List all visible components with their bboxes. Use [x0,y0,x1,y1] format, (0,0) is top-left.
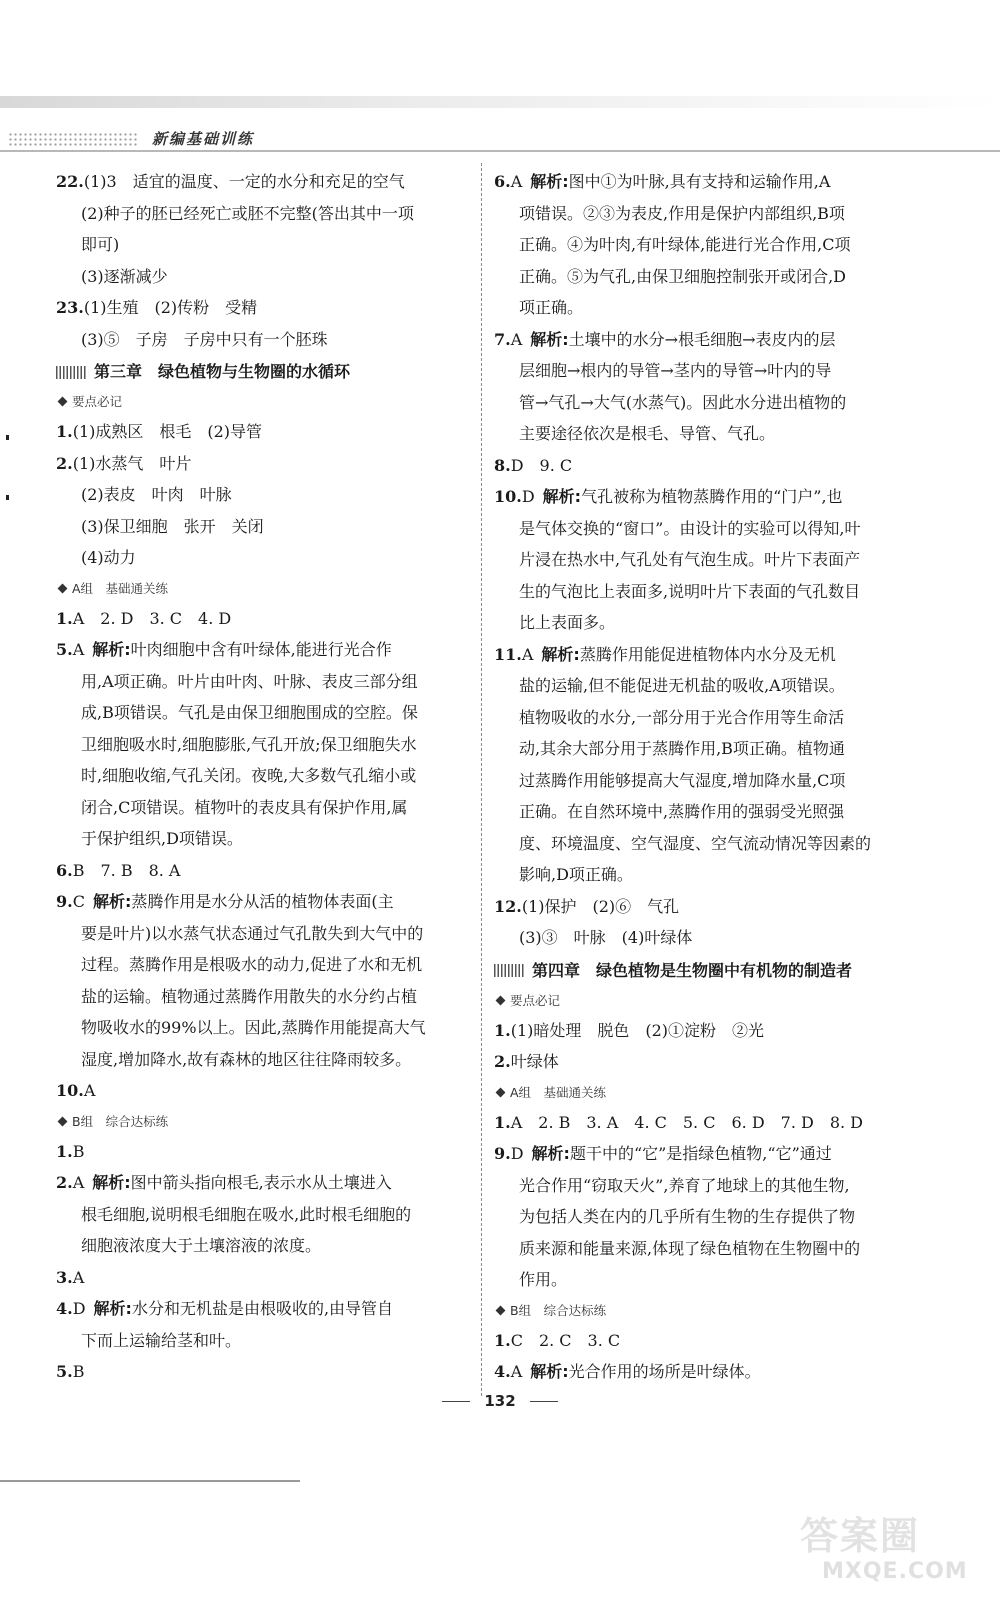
explanation-tag: 解析: [92,892,132,911]
question-number: 1. [494,1020,511,1040]
question-number: 1. [56,1141,73,1161]
line-text: 生的气泡比上表面多,说明叶片下表面的气孔数目 [519,581,861,601]
answer-text: A 2. B 3. A 4. C 5. C 6. D 7. D 8. D [510,1112,864,1132]
section-label [494,986,904,1015]
explanation-continuation [494,1264,904,1296]
answer-choice: D [72,1299,86,1318]
answer-continuation [56,229,460,261]
explanation-line [494,1138,904,1170]
explanation-continuation [56,949,460,981]
explanation-continuation [56,823,460,855]
explanation-tag: 解析: [530,172,569,191]
explanation-line [56,886,460,918]
line-text: 主要途径依次是根毛、导管、气孔。 [519,424,776,443]
answer-choice: A [521,644,534,664]
line-text: 盐的运输。植物通过蒸腾作用散失的水分约占植 [81,986,418,1006]
explanation-text: 图中①为叶脉,具有支持和运输作用,A [568,172,831,191]
diamond-bullet-icon [496,995,506,1005]
line-text: 时,细胞收缩,气孔关闭。夜晚,大多数气孔缩小或 [81,766,417,785]
chapter-heading [56,357,460,387]
answer-continuation [494,922,904,954]
line-text: (3)⑤ 子房 子房中只有一个胚珠 [81,329,328,349]
line-text: 盐的运输,但不能促进无机盐的吸收,A项错误。 [519,676,845,695]
answer-choice: A [72,640,85,659]
question-number: 4. [56,1299,73,1318]
diamond-bullet-icon [58,583,68,593]
line-text: 细胞液浓度大于土壤溶液的浓度。 [81,1236,322,1255]
question-number: 3. [56,1267,73,1287]
page-number: 132 [484,1392,516,1410]
answer-choice: A [510,329,523,349]
line-text: 过程。蒸腾作用是根吸水的动力,促进了水和无机 [81,955,423,974]
question-number: 2. [56,1173,73,1192]
explanation-tag: 解析: [92,1173,131,1192]
margin-mark [6,435,9,440]
explanation-line [494,481,904,513]
answer-choice: A [72,1173,85,1192]
line-text: 动,其余大部分用于蒸腾作用,B项正确。植物通 [519,739,845,758]
section-title: A组 基础通关练 [510,1084,607,1100]
explanation-continuation [494,229,904,261]
answer-choice: A [510,1362,523,1381]
question-number: 6. [56,860,73,880]
line-text: (3)逐渐减少 [81,266,168,286]
answer-line [56,1356,460,1388]
question-number: 2. [56,453,73,473]
answer-text: B 7. B 8. A [72,860,181,880]
line-text: 卫细胞吸水时,细胞膨胀,气孔开放;保卫细胞失水 [81,734,417,754]
answer-text: (1)保护 (2)⑥ 气孔 [521,896,680,916]
explanation-line [494,324,904,356]
question-number: 1. [56,422,73,441]
question-number: 1. [494,1330,511,1350]
section-title: B组 综合达标练 [510,1302,607,1318]
bottom-rule [0,1480,300,1482]
line-text: 于保护组织,D项错误。 [81,829,243,848]
column-divider [481,163,482,1396]
answer-line [56,603,460,635]
answer-continuation [56,324,460,356]
right-column [494,166,904,1388]
answer-line [494,1325,904,1357]
explanation-continuation [494,1170,904,1202]
diamond-bullet-icon [496,1305,506,1315]
explanation-line [56,634,460,666]
line-text: 管→气孔→大气(水蒸气)。因此水分进出植物的 [519,392,847,412]
explanation-continuation [494,261,904,293]
line-text: 片浸在热水中,气孔处有气泡生成。叶片下表面产 [519,550,861,569]
explanation-continuation [494,576,904,608]
explanation-continuation [56,1325,460,1357]
chapter-title: 第四章 绿色植物是生物圈中有机物的制造者 [532,960,853,980]
explanation-continuation [494,607,904,639]
diamond-bullet-icon [58,1116,68,1126]
explanation-line [56,1293,460,1325]
explanation-continuation [494,1201,904,1233]
explanation-continuation [56,918,460,950]
question-number: 2. [494,1052,511,1071]
question-number: 11. [494,644,522,664]
explanation-line [494,1356,904,1388]
left-column [56,166,460,1388]
answer-continuation [56,261,460,293]
explanation-text: 题干中的“它”是指绿色植物,“它”通过 [569,1144,832,1163]
question-number: 1. [56,608,73,628]
answer-text: 叶绿体 [510,1052,559,1071]
explanation-continuation [494,355,904,387]
question-number: 1. [494,1112,511,1132]
section-title: 要点必记 [72,394,123,409]
section-label [56,574,460,603]
line-text: (2)种子的胚已经死亡或胚不完整(答出其中一项 [81,203,414,223]
watermark-site-name: 答案圈 [800,1514,921,1558]
line-text: (4)动力 [81,548,136,567]
explanation-text: 蒸腾作用能促进植物体内水分及无机 [579,644,836,664]
line-text: 成,B项错误。气孔是由保卫细胞围成的空腔。保 [81,703,418,722]
explanation-continuation [56,697,460,729]
explanation-tag: 解析: [530,1362,569,1381]
question-number: 9. [56,892,73,911]
answer-continuation [56,542,460,574]
section-label [56,1107,460,1136]
watermark-url: MXQE.COM [822,1559,968,1584]
answer-text: B [72,1141,85,1161]
line-text: 光合作用“窃取天火”,养育了地球上的其他生物, [519,1175,850,1195]
answer-line [494,1015,904,1047]
question-number: 4. [494,1362,511,1381]
explanation-continuation [494,544,904,576]
section-label [494,1296,904,1325]
answer-text: (1)暗处理 脱色 (2)①淀粉 ②光 [510,1020,765,1040]
answer-text: C 2. C 3. C [510,1330,621,1350]
line-text: 是气体交换的“窗口”。由设计的实验可以得知,叶 [519,518,861,538]
answer-text: A [83,1081,96,1100]
answer-text: (1)成熟区 根毛 (2)导管 [72,422,263,441]
explanation-text: 水分和无机盐是由根吸收的,由导管自 [131,1299,394,1318]
header-band [0,96,1000,108]
answer-choice: A [510,172,523,191]
explanation-text: 图中箭头指向根毛,表示水从土壤进入 [130,1173,392,1192]
explanation-continuation [56,981,460,1013]
line-text: 过蒸腾作用能够提高大气湿度,增加降水量,C项 [519,770,846,790]
answer-choice: D [521,487,535,506]
line-text: 影响,D项正确。 [519,865,633,884]
explanation-continuation [56,792,460,824]
section-label [494,1078,904,1107]
explanation-line [494,639,904,671]
answer-line [56,448,460,480]
question-number: 23. [56,298,84,317]
line-text: 层细胞→根内的导管→茎内的导管→叶内的导 [519,361,832,380]
explanation-continuation [494,765,904,797]
diamond-bullet-icon [496,1087,506,1097]
margin-mark [6,495,9,500]
section-title: A组 基础通关练 [72,580,169,596]
line-text: 正确。⑤为气孔,由保卫细胞控制张开或闭合,D [519,266,847,286]
explanation-tag: 解析: [541,644,580,664]
explanation-continuation [494,828,904,860]
explanation-continuation [494,387,904,419]
line-text: 度、环境温度、空气湿度、空气流动情况等因素的 [519,833,872,853]
explanation-tag: 解析: [92,640,131,659]
explanation-continuation [494,859,904,891]
question-number: 7. [494,329,511,349]
heading-bars-icon [56,366,86,379]
line-text: 为包括人类在内的几乎所有生物的生存提供了物 [519,1207,856,1226]
answer-text: D 9. C [510,455,573,475]
explanation-continuation [494,733,904,765]
explanation-line [56,1167,460,1199]
line-text: 下而上运输给茎和叶。 [81,1330,242,1350]
line-text: 物吸收水的99%以上。因此,蒸腾作用能提高大气 [81,1018,426,1037]
question-number: 10. [56,1081,84,1100]
answer-continuation [56,511,460,543]
line-text: 项正确。 [519,298,584,317]
question-number: 12. [494,896,522,916]
answer-text: A [72,1267,85,1287]
line-text: 正确。④为叶肉,有叶绿体,能进行光合作用,C项 [519,235,851,254]
answer-line [56,855,460,887]
question-number: 10. [494,487,522,506]
footer-dash [530,1401,558,1402]
answer-choice: C [72,892,85,911]
line-text: 正确。在自然环境中,蒸腾作用的强弱受光照强 [519,802,845,821]
section-title: B组 综合达标练 [72,1113,169,1129]
explanation-text: 光合作用的场所是叶绿体。 [568,1362,761,1381]
explanation-text: 气孔被称为植物蒸腾作用的“门户”,也 [581,487,843,506]
line-text: (3)③ 叶脉 (4)叶绿体 [519,928,693,947]
explanation-tag: 解析: [530,329,569,349]
explanation-continuation [494,702,904,734]
answer-line [56,292,460,324]
line-text: 作用。 [519,1270,568,1289]
question-number: 5. [56,640,73,659]
line-text: 项错误。②③为表皮,作用是保护内部组织,B项 [519,203,845,223]
explanation-continuation [494,1233,904,1265]
answer-line [494,450,904,482]
answer-line [56,1075,460,1107]
answer-line [494,1107,904,1139]
question-number: 6. [494,172,511,191]
section-label [56,387,460,416]
header-dot-pattern [8,132,138,146]
explanation-tag: 解析: [542,487,582,506]
explanation-continuation [494,292,904,324]
answer-continuation [56,479,460,511]
line-text: 湿度,增加降水,故有森林的地区往往降雨较多。 [81,1049,412,1069]
explanation-tag: 解析: [93,1299,132,1318]
answer-line [56,1262,460,1294]
explanation-continuation [494,513,904,545]
answer-choice: D [510,1144,524,1163]
answer-text: B [72,1362,85,1381]
explanation-text: 叶肉细胞中含有叶绿体,能进行光合作 [130,640,392,659]
line-text: (2)表皮 叶肉 叶脉 [81,485,232,504]
line-text: 质来源和能量来源,体现了绿色植物在生物圈中的 [519,1238,861,1258]
chapter-heading [494,956,904,986]
question-number: 9. [494,1144,511,1163]
heading-bars-icon [494,964,524,977]
answer-continuation [56,198,460,230]
explanation-continuation [494,670,904,702]
watermark [800,1505,990,1595]
line-text: 根毛细胞,说明根毛细胞在吸水,此时根毛细胞的 [81,1204,412,1224]
question-number: 22. [56,172,84,191]
explanation-continuation [494,198,904,230]
answer-text: (1)生殖 (2)传粉 受精 [83,298,258,317]
section-title: 要点必记 [510,992,561,1008]
explanation-tag: 解析: [531,1144,570,1163]
footer-dash [442,1401,470,1402]
explanation-line [494,166,904,198]
chapter-title: 第三章 绿色植物与生物圈的水循环 [94,362,351,381]
line-text: 植物吸收的水分,一部分用于光合作用等生命活 [519,707,845,727]
answer-text: A 2. D 3. C 4. D [72,608,232,628]
line-text: 用,A项正确。叶片由叶肉、叶脉、表皮三部分组 [81,671,418,691]
question-number: 8. [494,455,511,475]
explanation-continuation [56,666,460,698]
answer-text: (1)3 适宜的温度、一定的水分和充足的空气 [83,172,405,191]
line-text: 比上表面多。 [519,613,616,632]
explanation-text: 土壤中的水分→根毛细胞→表皮内的层 [568,329,836,349]
answer-line [494,891,904,923]
page-footer [0,1392,1000,1410]
explanation-continuation [56,1044,460,1076]
header-rule [0,150,1000,152]
line-text: 即可) [81,235,120,254]
series-title: 新编基础训练 [152,130,255,148]
explanation-continuation [56,1012,460,1044]
line-text: (3)保卫细胞 张开 关闭 [81,516,264,536]
answer-line [494,1046,904,1078]
explanation-continuation [494,796,904,828]
diamond-bullet-icon [58,397,68,407]
explanation-continuation [56,1199,460,1231]
question-number: 5. [56,1362,73,1381]
explanation-text: 蒸腾作用是水分从活的植物体表面(主 [131,892,394,911]
explanation-continuation [56,729,460,761]
explanation-continuation [56,760,460,792]
answer-line [56,1136,460,1168]
answer-line [56,416,460,448]
explanation-continuation [56,1230,460,1262]
line-text: 闭合,C项错误。植物叶的表皮具有保护作用,属 [81,797,408,817]
line-text: 要是叶片)以水蒸气状态通过气孔散失到大气中的 [81,923,424,943]
explanation-continuation [494,418,904,450]
answer-line [56,166,460,198]
answer-text: (1)水蒸气 叶片 [72,453,192,473]
